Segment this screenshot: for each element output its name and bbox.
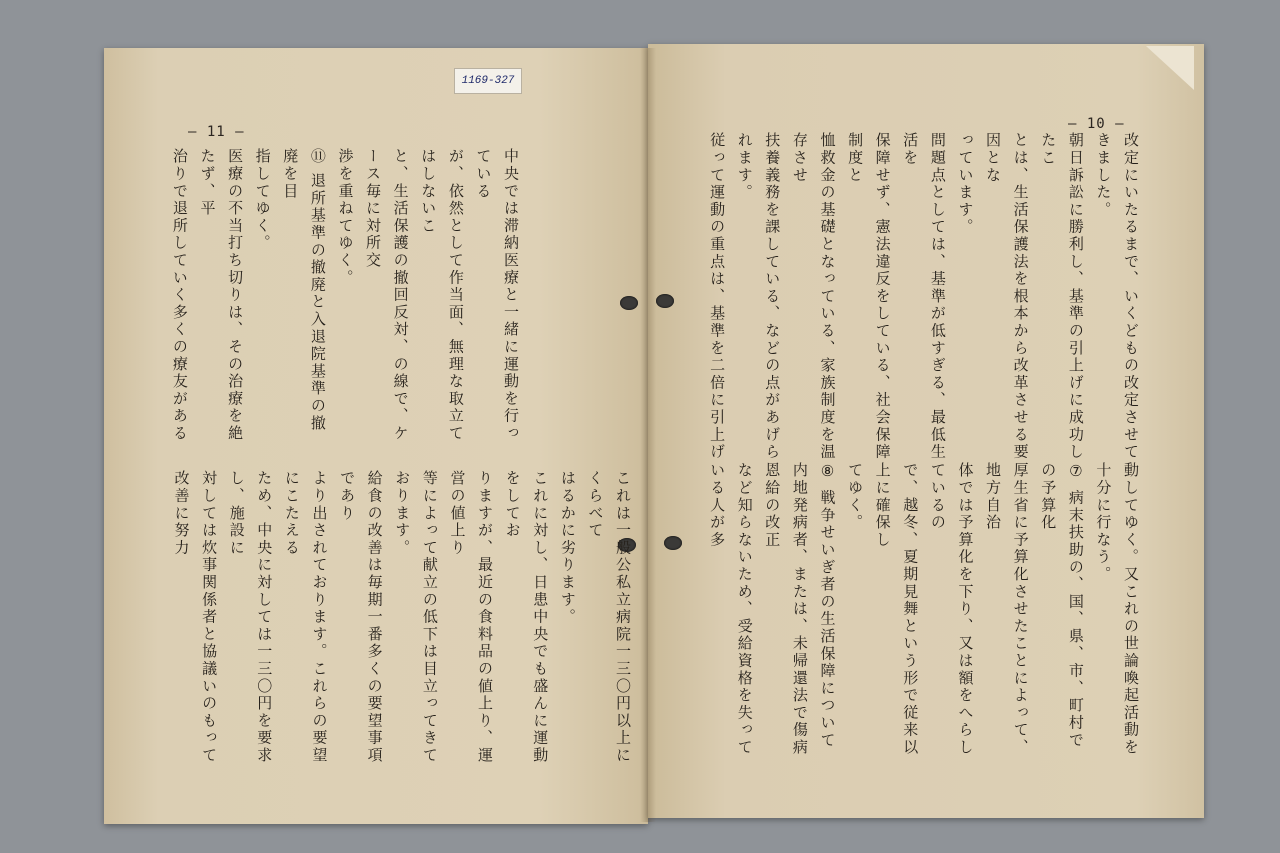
left-page-lower-text bbox=[168, 470, 636, 770]
page-number-left: — 11 — bbox=[188, 124, 245, 140]
text-column: っています。 bbox=[956, 132, 975, 236]
page-fold-shadow bbox=[640, 48, 656, 822]
right-page-upper-text bbox=[700, 132, 1144, 472]
section-heading: ⑦ 病末扶助の、国、県、市、町村での予算化 bbox=[1039, 462, 1085, 749]
text-column: 指してゆく。 bbox=[253, 148, 272, 252]
section-heading: ⑧ 戦争せいぎ者の生活保障について bbox=[818, 462, 837, 749]
archive-number-label: 1169-327 bbox=[454, 68, 522, 94]
text-column: 従って運動の重点は、基準を二倍に引上げ bbox=[708, 132, 727, 461]
text-column: 恤救金の基礎となっている、家族制度を温存させ bbox=[790, 132, 837, 461]
text-column: など知らないため、受給資格を失っている人が多 bbox=[708, 462, 754, 757]
text-column: りますが、最近の食料品の値上り、運営の値上り bbox=[448, 470, 495, 765]
binder-hole-left-upper bbox=[620, 296, 638, 310]
text-column: てゆく。 bbox=[846, 462, 865, 532]
text-column: 治りで退所していく多くの療友がある bbox=[170, 148, 189, 443]
text-column: 扶養義務を課している、などの点があげられます。 bbox=[735, 132, 782, 461]
folded-corner bbox=[1146, 46, 1194, 90]
text-column: 保障せず、憲法違反をしている、社会保障制度と bbox=[846, 132, 892, 461]
text-column: 改定にいたるまで、いくどもの改定させてきました。 bbox=[1094, 132, 1140, 461]
text-column: が、依然として作当面、無理な取立てはしないこ bbox=[419, 148, 465, 443]
text-column: ため、中央に対しては一三〇円を要求し、施設に bbox=[227, 470, 274, 765]
text-column: と、生活保護の撤回反対、の線で、ケース毎に対所交 bbox=[364, 148, 410, 443]
text-column bbox=[700, 462, 703, 762]
page-number-right: — 10 — bbox=[1068, 116, 1125, 132]
text-column: 医療の不当打ち切りは、その治療を絶たず、平 bbox=[198, 148, 245, 443]
text-column: 対しては炊事関係者と協議いのもって改善に努力 bbox=[172, 470, 219, 765]
text-column: 体では予算化を下り、又は額をへらしているの bbox=[928, 462, 975, 757]
text-column: これは一般公私立病院一三〇円以上にくらべて bbox=[586, 470, 632, 765]
binder-hole-right-upper bbox=[656, 294, 674, 308]
binder-hole-right-lower bbox=[664, 536, 682, 550]
section-heading: ⑪ 退所基準の撤廃と入退院基準の撤廃を目 bbox=[281, 148, 327, 432]
text-column: これに対し、日患中央でも盛んに運動をしてお bbox=[503, 470, 550, 765]
text-column: とは、生活保護法を根本から改革させる要因とな bbox=[984, 132, 1030, 461]
text-column: 内地発病者、または、未帰還法で傷病恩給の改正 bbox=[763, 462, 809, 757]
text-column: 問題点としては、基準が低すぎる、最低生活を bbox=[901, 132, 947, 461]
text-column: 朝日訴訟に勝利し、基準の引上げに成功したこ bbox=[1039, 132, 1085, 461]
text-column: 等によって献立の低下は目立ってきております。 bbox=[393, 470, 439, 765]
text-column: 動してゆく。又これの世論喚起活動を十分に行なう。 bbox=[1094, 462, 1140, 757]
text-column: はるかに劣ります。 bbox=[558, 470, 577, 626]
left-page-upper-text bbox=[168, 148, 524, 448]
text-column: 給食の改善は毎期一番多くの要望事項であり bbox=[338, 470, 384, 765]
text-column: 中央では滞納医療と一緒に運動を行っている bbox=[474, 148, 520, 443]
text-column: で、越冬、夏期見舞という形で従来以上に確保し bbox=[873, 462, 920, 757]
text-column: より出されております。これらの要望にこたえる bbox=[282, 470, 329, 765]
right-page-lower-text bbox=[700, 462, 1144, 762]
text-column: 厚生省に予算化させたことによって、地方自治 bbox=[984, 462, 1030, 757]
text-column: 渉を重ねてゆく。 bbox=[336, 148, 355, 287]
